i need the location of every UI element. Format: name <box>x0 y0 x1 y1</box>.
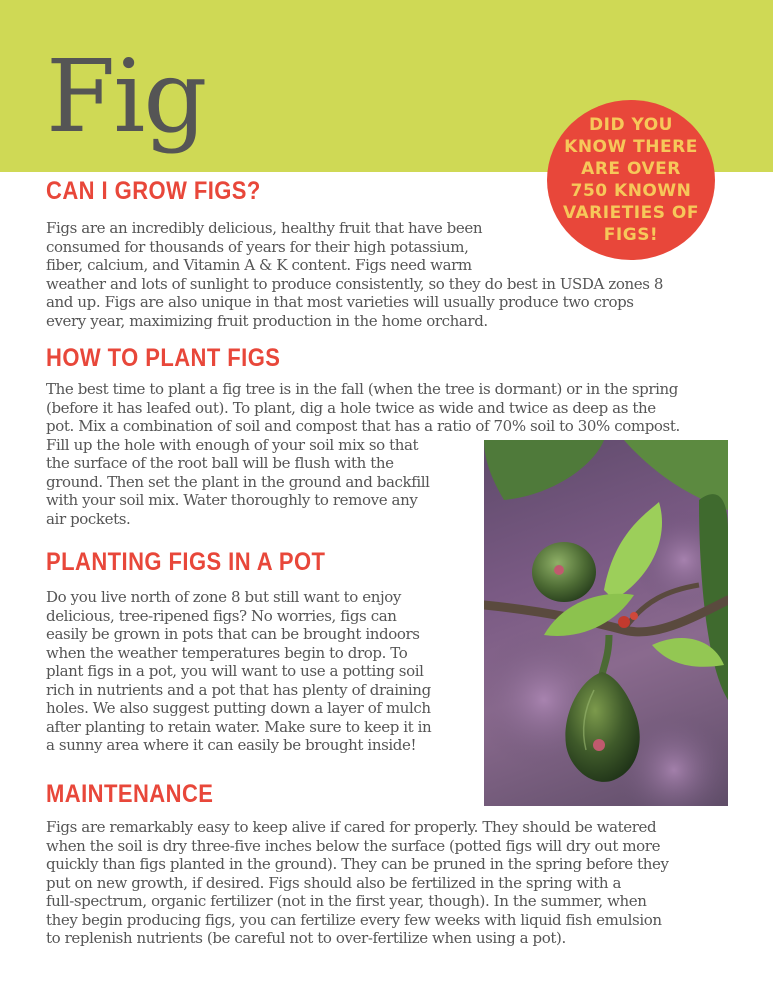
page-title: Fig <box>46 38 206 155</box>
text-line: every year, maximizing fruit production in the home orchard. <box>46 311 488 330</box>
section-body-maintenance <box>46 818 669 948</box>
section-heading-maintenance: MAINTENANCE <box>46 780 214 808</box>
text-line: (before it has leafed out). To plant, dig a hole twice as wide and twice as deep as the <box>46 398 656 417</box>
text-line: after planting to retain water. Make sure to keep it in <box>46 717 432 736</box>
section-heading-pot: PLANTING FIGS IN A POT <box>46 548 326 576</box>
text-line: pot. Mix a combination of soil and compost that has a ratio of 70% soil to 30% compost. <box>46 417 680 435</box>
text-line: consumed for thousands of years for their high potassium, <box>46 237 469 256</box>
text-line: they begin producing figs, you can fertilize every few weeks with liquid fish emulsion <box>46 910 662 929</box>
text-line: put on new growth, if desired. Figs should also be fertilized in the spring with a <box>46 873 622 892</box>
text-line: when the weather temperatures begin to drop. To <box>46 643 408 662</box>
fig-branch-icon <box>484 440 728 806</box>
text-line: delicious, tree-ripened figs? No worries, figs can <box>46 606 397 625</box>
text-line: air pockets. <box>46 509 131 528</box>
text-line: full-spectrum, organic fertilizer (not in the first year, though). In the summer, when <box>46 892 647 910</box>
text-line: quickly than figs planted in the ground). They can be pruned in the spring before they <box>46 855 669 873</box>
text-line: holes. We also suggest putting down a layer of mulch <box>46 699 431 717</box>
text-line: The best time to plant a fig tree is in the fall (when the tree is dormant) or in the spring <box>46 380 678 398</box>
text-line: weather and lots of sunlight to produce consistently, so they do best in USDA zones 8 <box>46 274 664 293</box>
section-body-grow <box>46 219 663 330</box>
text-line: ground. Then set the plant in the ground and backfill <box>46 472 430 491</box>
text-line: and up. Figs are also unique in that most varieties will usually produce two crops <box>46 293 634 311</box>
text-line: fiber, calcium, and Vitamin A & K content. Figs need warm <box>46 256 472 274</box>
text-line: the surface of the root ball will be flush with the <box>46 454 394 472</box>
text-line: Do you live north of zone 8 but still want to enjoy <box>46 588 401 606</box>
section-heading-grow: CAN I GROW FIGS? <box>46 177 261 205</box>
text-line: when the soil is dry three-five inches below the surface (potted figs will dry out more <box>46 836 661 855</box>
text-line: easily be grown in pots that can be brought indoors <box>46 625 420 643</box>
text-line: with your soil mix. Water thoroughly to remove any <box>46 491 418 509</box>
text-line: Figs are remarkably easy to keep alive if cared for properly. They should be watered <box>46 818 657 836</box>
text-line: Figs are an incredibly delicious, healthy fruit that have been <box>46 219 483 237</box>
text-line: plant figs in a pot, you will want to use a potting soil <box>46 662 424 680</box>
text-line: Fill up the hole with enough of your soil mix so that <box>46 435 419 454</box>
section-body-pot <box>46 588 431 755</box>
callout-text: DID YOU KNOW THERE ARE OVER 750 KNOWN VARIETIES OF FIGS! <box>563 115 699 245</box>
text-line: a sunny area where it can easily be brought inside! <box>46 736 417 754</box>
fig-photo <box>484 440 728 806</box>
text-line: to replenish nutrients (be careful not to over-fertilize when using a pot). <box>46 929 566 947</box>
section-heading-plant: HOW TO PLANT FIGS <box>46 344 281 372</box>
text-line: rich in nutrients and a pot that has plenty of draining <box>46 680 431 699</box>
